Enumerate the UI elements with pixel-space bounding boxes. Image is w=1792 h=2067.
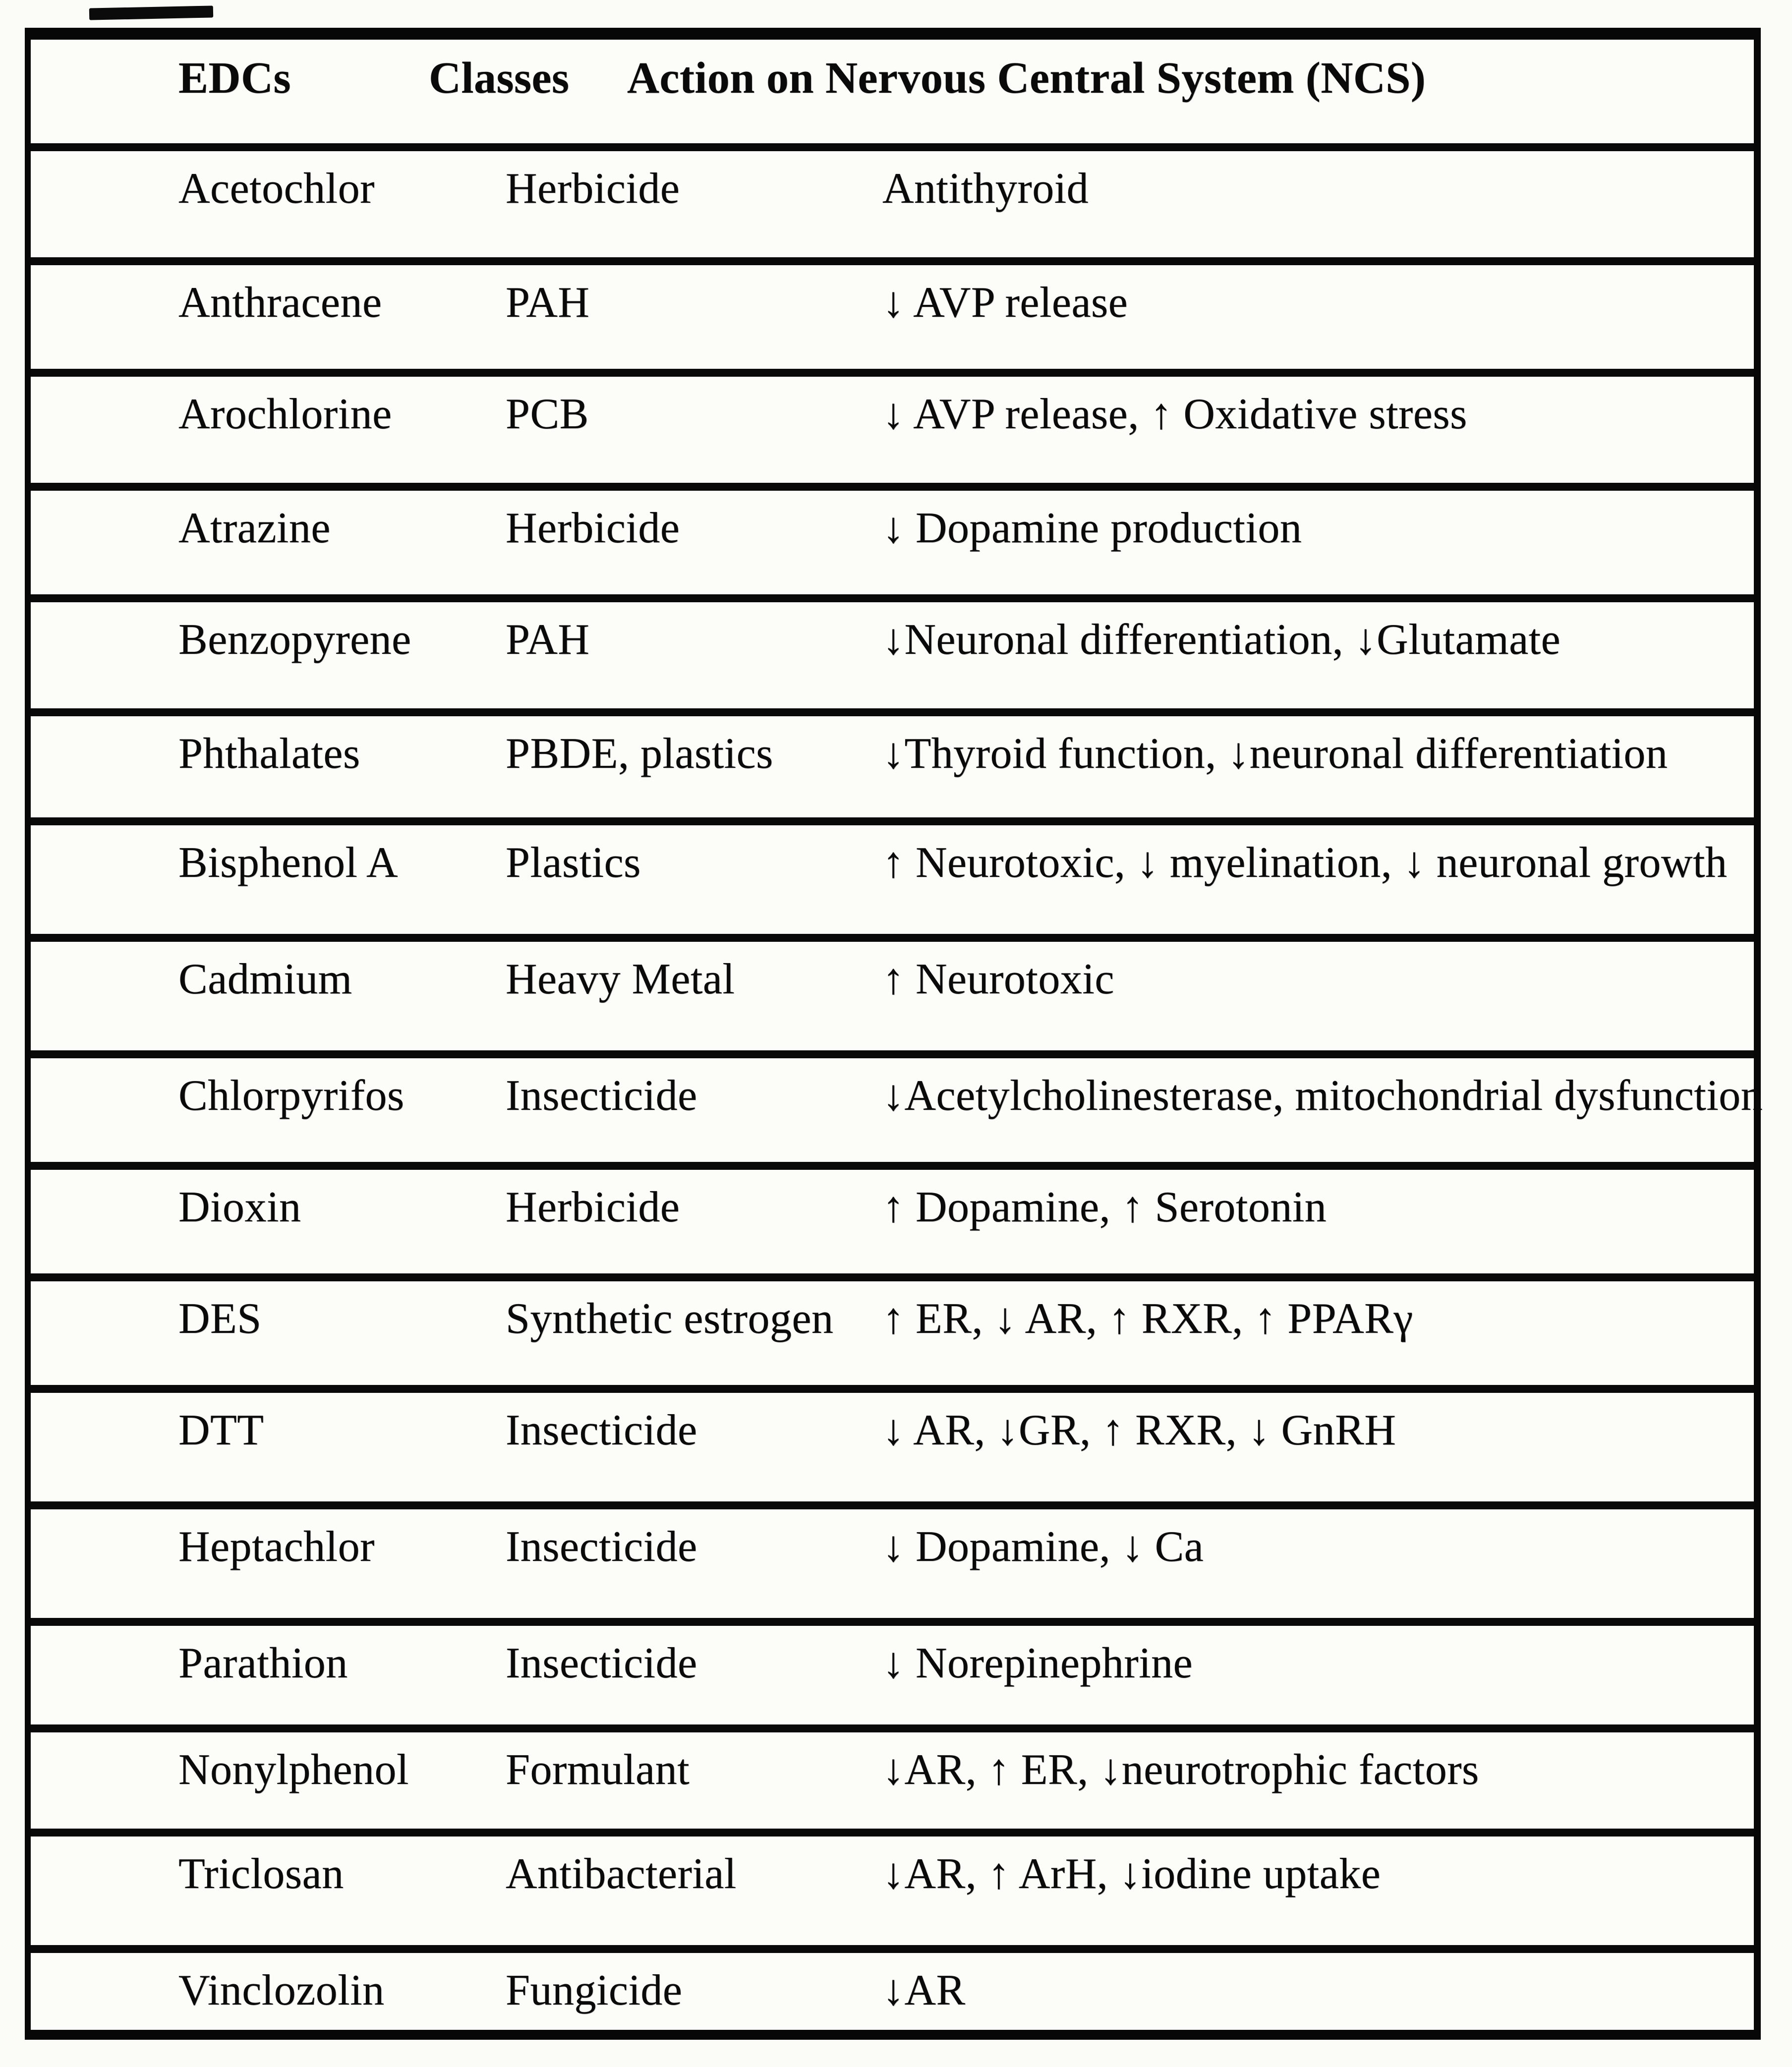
action-cell: ↓Neuronal differentiation, ↓Glutamate xyxy=(882,616,1561,664)
edc-cell: Triclosan xyxy=(178,1850,344,1898)
edc-cell: DES xyxy=(178,1295,262,1343)
scan-artifact xyxy=(89,5,213,20)
action-cell: ↑ ER, ↓ AR, ↑ RXR, ↑ PPARγ xyxy=(882,1295,1413,1343)
action-cell: ↓Thyroid function, ↓neuronal differentiation xyxy=(882,730,1668,778)
table-row xyxy=(31,1058,1763,1170)
edc-cell: Acetochlor xyxy=(178,165,375,213)
edc-cell: Dioxin xyxy=(178,1183,301,1231)
action-cell: ↑ Neurotoxic, ↓ myelination, ↓ neuronal growth xyxy=(882,839,1728,887)
table-row xyxy=(31,1626,1754,1732)
table-row xyxy=(31,1281,1754,1393)
class-cell: Antibacterial xyxy=(506,1850,737,1898)
gnrh-underline-note: — – – xyxy=(1244,1480,1358,1519)
header-cell-action: Action on Nervous Central System (NCS) xyxy=(627,54,1426,103)
action-cell: ↓ AVP release xyxy=(882,279,1128,327)
class-cell: Fungicide xyxy=(506,1966,683,2014)
edc-cell: Nonylphenol xyxy=(178,1746,409,1794)
edc-cell: Heptachlor xyxy=(178,1523,375,1571)
class-cell: PCB xyxy=(506,390,589,438)
edc-cell: Atrazine xyxy=(178,504,331,552)
class-cell: Synthetic estrogen xyxy=(506,1295,834,1343)
header-cell-edcs: EDCs xyxy=(178,54,291,103)
action-cell: ↑ Dopamine, ↑ Serotonin xyxy=(882,1183,1327,1231)
edc-cell: Vinclozolin xyxy=(178,1966,385,2014)
edc-table xyxy=(25,28,1761,2040)
action-cell: ↓AR xyxy=(882,1966,966,2014)
table-row xyxy=(31,1393,1754,1519)
action-cell: ↓ Norepinephrine xyxy=(882,1639,1193,1687)
edc-cell: Arochlorine xyxy=(178,390,392,438)
class-cell: PAH xyxy=(506,279,590,327)
table-header-row xyxy=(31,40,1754,151)
table-row xyxy=(31,491,1754,602)
action-cell: Antithyroid xyxy=(882,165,1089,213)
table-row xyxy=(31,151,1754,265)
table-row xyxy=(31,716,1754,825)
edc-cell: Cadmium xyxy=(178,955,352,1003)
class-cell: Insecticide xyxy=(506,1639,697,1687)
edc-cell: DTT xyxy=(178,1406,264,1454)
edc-cell: Chlorpyrifos xyxy=(178,1072,405,1120)
class-cell: PAH xyxy=(506,616,590,664)
edc-cell: Phthalates xyxy=(178,730,360,778)
action-text: ↓ AR, ↓GR, ↑ RXR, ↓ GnRH xyxy=(882,1406,1396,1454)
table-row xyxy=(31,265,1754,377)
class-cell: Insecticide xyxy=(506,1523,697,1571)
table-row xyxy=(31,1170,1754,1281)
table-row xyxy=(31,825,1754,942)
table-row xyxy=(31,602,1754,716)
edc-cell: Bisphenol A xyxy=(178,839,399,887)
action-cell: ↓Acetylcholinesterase, mitochondrial dysfunction xyxy=(882,1072,1763,1120)
table-row xyxy=(31,1732,1754,1837)
class-cell: Herbicide xyxy=(506,165,680,213)
action-cell xyxy=(882,1406,1754,1519)
action-cell: ↓ Dopamine production xyxy=(882,504,1302,552)
action-cell: ↑ Neurotoxic xyxy=(882,955,1114,1003)
class-cell: Herbicide xyxy=(506,504,680,552)
action-cell: ↓AR, ↑ ArH, ↓iodine uptake xyxy=(882,1850,1381,1898)
class-cell: Formulant xyxy=(506,1746,690,1794)
edc-cell: Parathion xyxy=(178,1639,348,1687)
edc-cell: Benzopyrene xyxy=(178,616,411,664)
class-cell: PBDE, plastics xyxy=(506,730,773,778)
class-cell: Heavy Metal xyxy=(506,955,735,1003)
class-cell: Plastics xyxy=(506,839,641,887)
class-cell: Herbicide xyxy=(506,1183,680,1231)
table-row xyxy=(31,1509,1754,1626)
header-cell-classes: Classes xyxy=(429,54,570,103)
table-row xyxy=(31,1837,1754,1953)
edc-cell: Anthracene xyxy=(178,279,382,327)
action-cell: ↓ AVP release, ↑ Oxidative stress xyxy=(882,390,1467,438)
class-cell: Insecticide xyxy=(506,1406,697,1454)
table-row xyxy=(31,942,1754,1058)
action-cell: ↓ Dopamine, ↓ Ca xyxy=(882,1523,1204,1571)
class-cell: Insecticide xyxy=(506,1072,697,1120)
table-row xyxy=(31,377,1754,491)
table-row xyxy=(31,1953,1754,2030)
action-cell: ↓AR, ↑ ER, ↓neurotrophic factors xyxy=(882,1746,1479,1794)
